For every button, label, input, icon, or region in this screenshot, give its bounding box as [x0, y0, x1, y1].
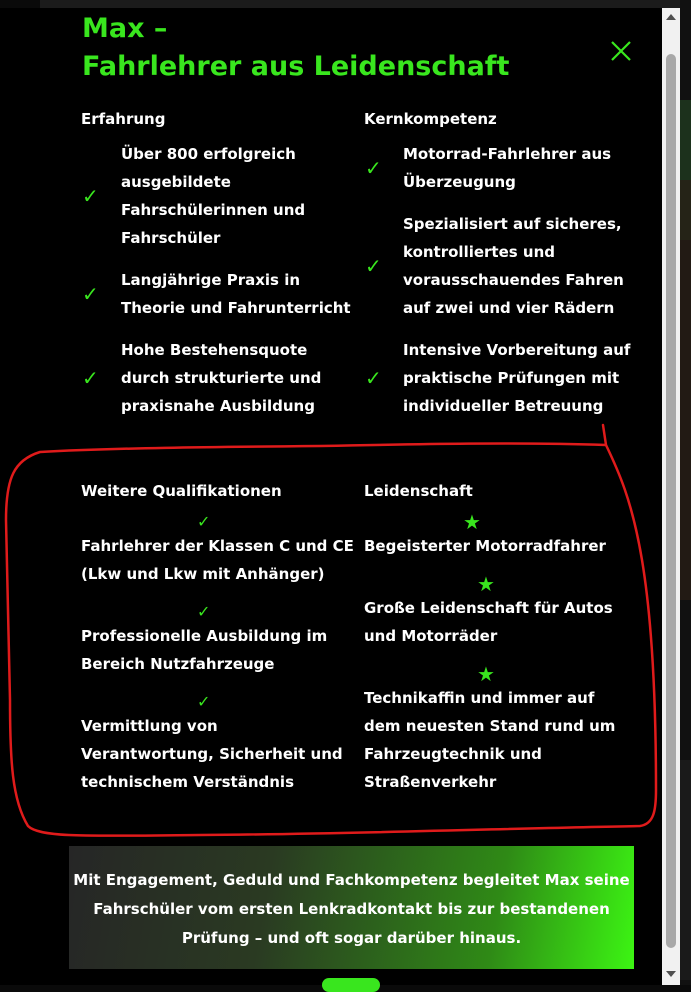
- green-button-peek[interactable]: [322, 978, 380, 992]
- modal-title: [82, 10, 509, 86]
- summary-banner-text: Mit Engagement, Geduld und Fachkompetenz begleitet Max seine Fahrschüler vom ersten Lenkradkontakt bis zur bestandenen Prüfung – und oft sogar darüber hinaus.: [73, 871, 630, 947]
- check-icon: ✓: [82, 184, 99, 208]
- close-button[interactable]: [606, 36, 636, 66]
- qualification-item-1: Fahrlehrer der Klassen C und CE (Lkw und Lkw mit Anhänger): [81, 537, 354, 583]
- check-icon: ✓: [197, 602, 211, 621]
- passion-item-3: Technikaffin und immer auf dem neuesten Stand rund um Fahrzeugtechnik und Straßenverkehr: [364, 689, 616, 791]
- modal-title-line1: Max –: [82, 13, 168, 44]
- experience-item-3: Hohe Bestehensquote durch strukturierte und praxisnahe Ausbildung: [121, 341, 322, 415]
- modal-scrollbar[interactable]: [662, 8, 680, 985]
- scroll-up-icon[interactable]: [666, 14, 676, 20]
- background-page-edge: [680, 0, 691, 985]
- check-icon: ✓: [82, 366, 99, 390]
- passion-item-1: Begeisterter Motorradfahrer: [364, 537, 606, 555]
- scrollbar-thumb[interactable]: [666, 54, 676, 948]
- check-icon: ✓: [82, 282, 99, 306]
- passion-heading: Leidenschaft: [364, 482, 473, 500]
- check-icon: ✓: [197, 692, 211, 711]
- star-icon: ★: [477, 572, 495, 596]
- qualification-item-2: Professionelle Ausbildung im Bereich Nutzfahrzeuge: [81, 627, 328, 673]
- experience-item-2: Langjährige Praxis in Theorie und Fahrunterricht: [121, 271, 351, 317]
- core-item-1: Motorrad-Fahrlehrer aus Überzeugung: [403, 145, 612, 191]
- check-icon: ✓: [197, 512, 211, 531]
- core-item-3: Intensive Vorbereitung auf praktische Prüfungen mit individueller Betreuung: [403, 341, 631, 415]
- passion-item-2: Große Leidenschaft für Autos und Motorräder: [364, 599, 613, 645]
- scroll-down-icon[interactable]: [666, 971, 676, 977]
- star-icon: ★: [477, 662, 495, 686]
- modal-title-line2: Fahrlehrer aus Leidenschaft: [82, 51, 510, 82]
- star-icon: ★: [463, 510, 481, 534]
- experience-item-1: Über 800 erfolgreich ausgebildete Fahrschülerinnen und Fahrschüler: [121, 145, 306, 247]
- qualifications-heading: Weitere Qualifikationen: [81, 482, 282, 500]
- core-heading: Kernkompetenz: [364, 110, 497, 128]
- summary-banner: [69, 846, 634, 969]
- check-icon: ✓: [365, 254, 382, 278]
- experience-heading: Erfahrung: [81, 110, 166, 128]
- check-icon: ✓: [365, 156, 382, 180]
- close-icon: [606, 36, 636, 66]
- check-icon: ✓: [365, 366, 382, 390]
- core-item-2: Spezialisiert auf sicheres, kontrolliertes und vorausschauendes Fahren auf zwei und vier Rädern: [403, 215, 624, 317]
- qualification-item-3: Vermittlung von Verantwortung, Sicherheit und technischem Verständnis: [81, 717, 343, 791]
